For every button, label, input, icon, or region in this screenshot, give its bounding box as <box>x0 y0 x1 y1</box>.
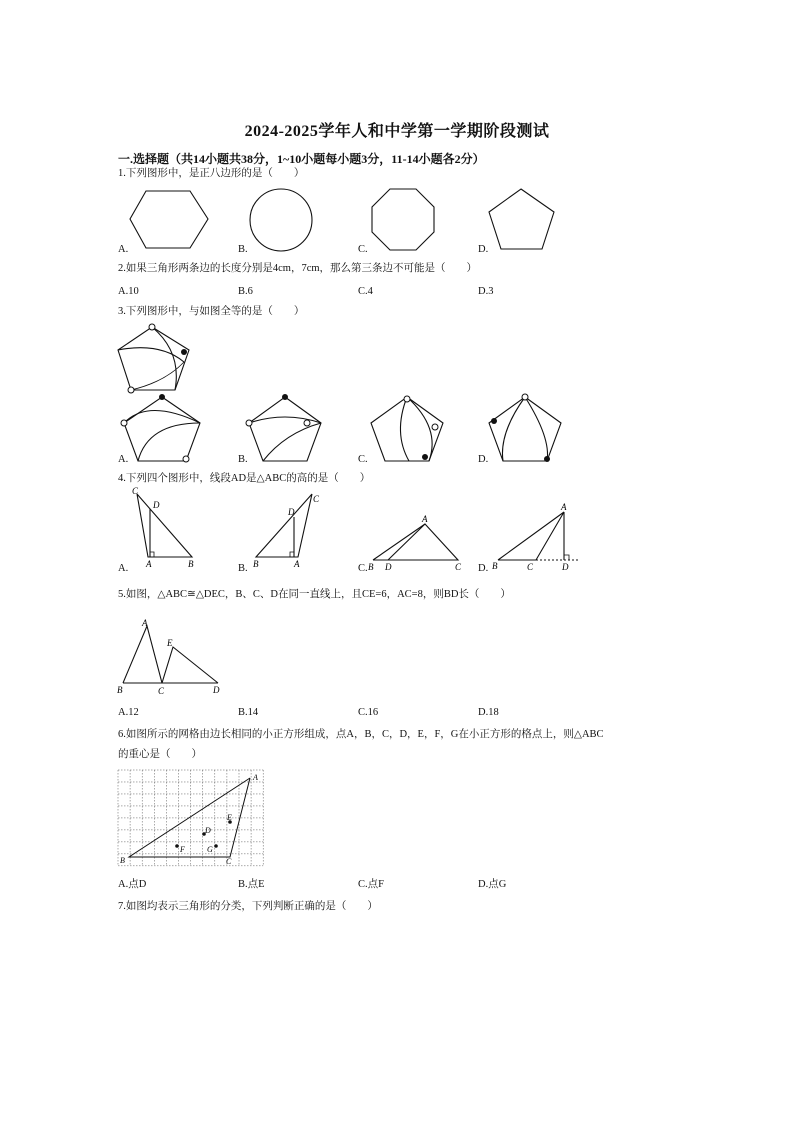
section-heading: 一.选择题（共14小题共38分，1~10小题每小题3分，11-14小题各2分） <box>118 152 485 166</box>
question-6-stem-line2: 的重心是（ ） <box>118 749 202 760</box>
q5-label-b: B <box>117 685 123 695</box>
q5-label-a: A <box>142 618 148 628</box>
q4a-label-b: B <box>188 559 194 569</box>
q4c-label-d: D <box>385 562 392 572</box>
q4-option-d-figure <box>490 500 585 572</box>
q1-option-a[interactable]: A. <box>118 244 129 255</box>
q2-option-c[interactable]: C.4 <box>358 286 373 297</box>
q2-option-b[interactable]: B.6 <box>238 286 253 297</box>
question-5-stem: 5.如图，△ABC≅△DEC，B、C、D在同一直线上，且CE=6，AC=8，则BD长（ ） <box>118 589 511 600</box>
question-3-stem: 3.下列图形中，与如图全等的是（ ） <box>118 306 305 317</box>
q6-label-d: D <box>205 826 211 835</box>
q4b-label-a: A <box>294 559 300 569</box>
q2-option-d[interactable]: D.3 <box>478 286 494 297</box>
q4c-label-a: A <box>422 514 428 524</box>
q4-option-a-figure <box>128 484 203 569</box>
q1-circle-figure <box>248 186 318 256</box>
question-1-stem: 1.下列图形中，是正八边形的是（ ） <box>118 168 305 179</box>
q3-option-a-figure <box>118 393 208 465</box>
q6-option-c[interactable]: C.点F <box>358 879 384 890</box>
q4a-label-d: D <box>153 500 160 510</box>
q6-option-d[interactable]: D.点G <box>478 879 507 890</box>
q6-label-g: G <box>207 845 213 854</box>
q4-option-d[interactable]: D. <box>478 563 489 574</box>
q6-grid-figure <box>118 770 268 870</box>
q5-label-e: E <box>167 638 173 648</box>
q4a-label-a: A <box>146 559 152 569</box>
q3-option-b[interactable]: B. <box>238 454 248 465</box>
page-title: 2024-2025学年人和中学第一学期阶段测试 <box>244 123 550 140</box>
q3-option-c-figure <box>365 393 455 465</box>
q5-option-d[interactable]: D.18 <box>478 707 499 718</box>
q4d-label-c: C <box>527 562 534 572</box>
q4c-label-b: B <box>368 562 374 572</box>
q4a-label-c: C <box>132 486 139 496</box>
q6-option-a[interactable]: A.点D <box>118 879 147 890</box>
q4b-label-d: D <box>288 507 295 517</box>
q4-option-c-figure <box>368 510 468 572</box>
q4-option-a[interactable]: A. <box>118 563 129 574</box>
q6-label-e: E <box>227 813 232 822</box>
q6-label-b: B <box>120 856 125 865</box>
q4d-label-d: D <box>562 562 569 572</box>
q1-hexagon-figure <box>128 186 208 256</box>
q1-option-d[interactable]: D. <box>478 244 489 255</box>
q5-label-d: D <box>213 685 220 695</box>
q4d-label-b: B <box>492 561 498 571</box>
q3-option-c[interactable]: C. <box>358 454 368 465</box>
q6-label-c: C <box>226 857 232 866</box>
q1-pentagon-figure <box>488 186 568 256</box>
question-4-stem: 4.下列四个图形中，线段AD是△ABC的高的是（ ） <box>118 473 371 484</box>
q5-option-b[interactable]: B.14 <box>238 707 259 718</box>
q4-option-b-figure <box>250 484 330 569</box>
q5-triangles-figure <box>115 618 230 698</box>
q5-label-c: C <box>158 686 165 696</box>
q2-option-a[interactable]: A.10 <box>118 286 139 297</box>
q3-reference-figure <box>115 322 195 394</box>
q6-option-b[interactable]: B.点E <box>238 879 265 890</box>
q4b-label-c: C <box>313 494 320 504</box>
q6-label-a: A <box>253 773 258 782</box>
question-6-stem-line1: 6.如图所示的网格由边长相同的小正方形组成，点A，B，C，D，E，F，G在小正方形的格点上，则△ABC <box>118 729 604 740</box>
question-2-stem: 2.如果三角形两条边的长度分别是4cm，7cm，那么第三条边不可能是（ ） <box>118 263 478 274</box>
q1-option-b[interactable]: B. <box>238 244 248 255</box>
q1-option-c[interactable]: C. <box>358 244 368 255</box>
question-7-stem: 7.如图均表示三角形的分类，下列判断正确的是（ ） <box>118 901 378 912</box>
q3-option-a[interactable]: A. <box>118 454 129 465</box>
q4d-label-a: A <box>561 502 567 512</box>
q4b-label-b: B <box>253 559 259 569</box>
q1-octagon-figure <box>368 186 448 256</box>
q4-option-c[interactable]: C. <box>358 563 368 574</box>
q4c-label-c: C <box>455 562 462 572</box>
q3-option-d-figure <box>485 393 570 465</box>
q3-option-d[interactable]: D. <box>478 454 489 465</box>
q5-option-c[interactable]: C.16 <box>358 707 379 718</box>
q6-label-f: F <box>180 845 185 854</box>
q4-option-b[interactable]: B. <box>238 563 248 574</box>
q3-option-b-figure <box>245 393 325 465</box>
q5-option-a[interactable]: A.12 <box>118 707 139 718</box>
